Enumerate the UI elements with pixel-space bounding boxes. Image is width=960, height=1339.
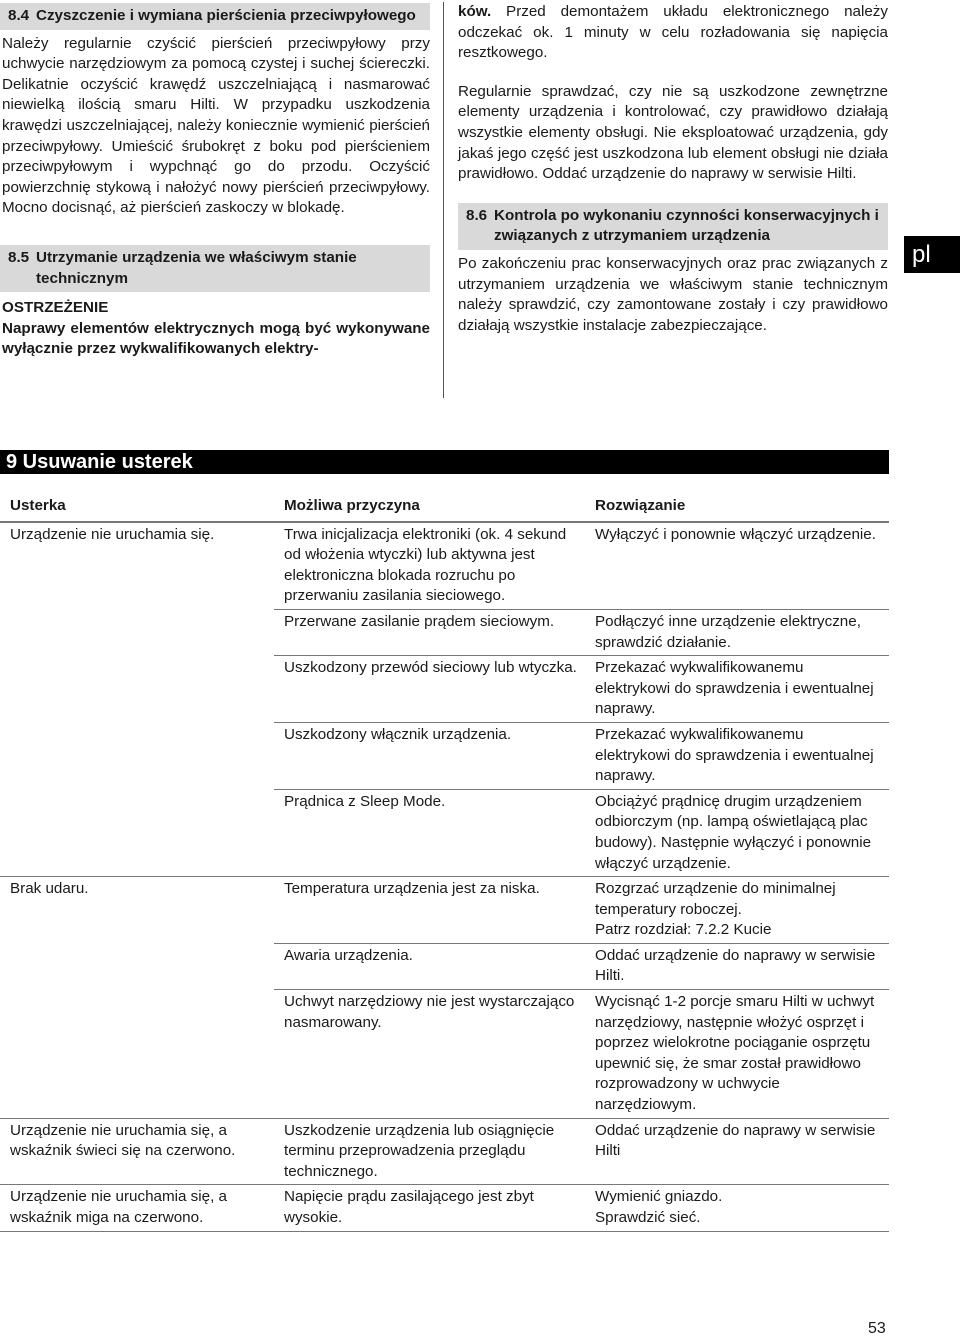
cause-cell: Uszkodzony przewód sieciowy lub wtyczka. (274, 656, 585, 723)
cause-cell: Uszkodzony włącznik urządzenia. (274, 722, 585, 789)
solution-cell: Przekazać wykwalifikowanemu elektrykowi do sprawdzenia i ewentualnej naprawy. (585, 722, 889, 789)
solution-cell: Oddać urządzenie do naprawy w serwisie Hilti (585, 1118, 889, 1185)
solution-cell: Wycisnąć 1-2 porcje smaru Hilti w uchwyt narzędziowy, następnie włożyć osprzęt i poprzez wielokrotne pociąganie osprzętu upewnić się, że smar został prawidłowo rozprowadzony w uchwycie narzędziowym. (585, 990, 889, 1119)
section-8-5-heading (0, 245, 430, 292)
cause-cell: Prądnica z Sleep Mode. (274, 789, 585, 876)
section-number: 8.6 (466, 206, 488, 224)
table-row (0, 522, 889, 610)
troubleshooting-table (0, 492, 889, 1232)
right-column (458, 0, 888, 336)
maintenance-paragraph: Regularnie sprawdzać, czy nie są uszkodzone zewnętrzne elementy urządzenia i kontrolować, czy prawidłowo działają wszystkie elementy obsługi. Nie eksploatować urządzenia, gdy jakaś jego część jest uszkodzona lub element obsługi nie działa prawidłowo. Oddać urządzenie do naprawy w serwisie Hilti. (458, 82, 888, 183)
table-row (0, 789, 889, 876)
fault-cell (0, 990, 274, 1119)
solution-line: Wymienić gniazdo. (595, 1188, 723, 1206)
continued-text: Przed demontażem układu elektronicznego należy odczekać ok. 1 minuty w celu rozładowania się napięcia resztkowego. (458, 3, 888, 62)
table-row (0, 609, 889, 655)
solution-cell: Przekazać wykwalifikowanemu elektrykowi do sprawdzenia i ewentualnej naprawy. (585, 656, 889, 723)
header-cause: Możliwa przyczyna (274, 492, 585, 522)
solution-cell: Podłączyć inne urządzenie elektryczne, sprawdzić działanie. (585, 609, 889, 655)
header-fault: Usterka (0, 492, 274, 522)
column-divider (443, 2, 444, 398)
table-row (0, 722, 889, 789)
header-solution: Rozwiązanie (585, 492, 889, 522)
language-tab: pl (904, 236, 960, 273)
fault-cell: Urządzenie nie uruchamia się, a wskaźnik miga na czerwono. (0, 1185, 274, 1231)
fault-cell (0, 789, 274, 876)
cause-cell: Uszkodzenie urządzenia lub osiągnięcie terminu przeprowadzenia przeglądu technicznego. (274, 1118, 585, 1185)
fault-cell: Urządzenie nie uruchamia się. (10, 525, 215, 543)
section-number: 8.4 (8, 7, 30, 24)
table-row (0, 990, 889, 1119)
cause-cell: Temperatura urządzenia jest za niska. (274, 877, 585, 944)
section-title: Czyszczenie i wymiana pierścienia przeciwpyłowego (36, 7, 416, 24)
fault-cell (0, 722, 274, 789)
fault-cell: Urządzenie nie uruchamia się, a wskaźnik świeci się na czerwono. (0, 1118, 274, 1185)
section-number: 8.5 (8, 248, 30, 266)
section-title: Utrzymanie urządzenia we właściwym stanie technicznym (36, 248, 357, 287)
cause-cell: Uchwyt narzędziowy nie jest wystarczająco nasmarowany. (274, 990, 585, 1119)
table-row (0, 656, 889, 723)
cause-cell: Trwa inicjalizacja elektroniki (ok. 4 sekund od włożenia wtyczki) lub aktywna jest elektroniczna blokada rozruchu po przerwaniu zasilania sieciowego. (284, 525, 567, 605)
table-row (0, 1185, 889, 1231)
solution-line: Rozgrzać urządzenie do minimalnej temperatury roboczej. (595, 880, 836, 918)
section-8-6-body: Po zakończeniu prac konserwacyjnych oraz prac związanych z utrzymaniem urządzenia we właściwym stanie technicznym należy sprawdzić, czy zamontowane zostały i czy prawidłowo działają wszystkie instalacje zabezpieczające. (458, 254, 888, 334)
table-row (0, 877, 889, 944)
solution-cell (585, 877, 889, 944)
table-row (0, 943, 889, 989)
left-column (0, 0, 430, 360)
cause-cell: Awaria urządzenia. (274, 943, 585, 989)
fault-cell (0, 609, 274, 655)
solution-cell: Oddać urządzenie do naprawy w serwisie Hilti. (585, 943, 889, 989)
continued-bold: ków. (458, 3, 492, 20)
table-row (0, 1118, 889, 1185)
fault-cell: Brak udaru. (0, 877, 274, 944)
fault-cell (0, 656, 274, 723)
section-8-6-heading (458, 203, 888, 250)
cause-cell: Napięcie prądu zasilającego jest zbyt wysokie. (274, 1185, 585, 1231)
chapter-heading: 9 Usuwanie usterek (0, 450, 889, 474)
solution-cell: Obciążyć prądnicę drugim urządzeniem odbiorczym (np. lampą oświetlającą plac budowy). Następnie wyłączyć i ponownie włączyć urządzenie. (585, 789, 889, 876)
solution-cell: Wyłączyć i ponownie włączyć urządzenie. (595, 525, 876, 543)
table-header-row (0, 492, 889, 522)
fault-cell (0, 943, 274, 989)
solution-line-2: Sprawdzić sieć. (595, 1209, 701, 1226)
page-number: 53 (868, 1320, 886, 1337)
cause-cell: Przerwane zasilanie prądem sieciowym. (274, 609, 585, 655)
solution-cell (585, 1185, 889, 1231)
warning-text: Naprawy elementów elektrycznych mogą być wykonywane wyłącznie przez wykwalifikowanych elektry- (2, 319, 430, 358)
continued-paragraph (458, 2, 888, 64)
solution-line-2: Patrz rozdział: 7.2.2 Kucie (595, 921, 772, 939)
section-title: Kontrola po wykonaniu czynności konserwacyjnych i związanych z utrzymaniem urządzenia (494, 206, 879, 245)
section-8-4-heading (0, 3, 430, 30)
warning-title: OSTRZEŻENIE (2, 299, 109, 317)
section-8-4-body: Należy regularnie czyścić pierścień przeciwpyłowy przy uchwycie narzędziowym za pomocą czystej i suchej ściereczki. Delikatnie oczyścić krawędź uszczelniającą i nasmarować niewielką ilością smaru Hilti. W przypadku uszkodzenia krawędzi uszczelniającej, należy koniecznie wymienić pierścień przeciwpyłowy. Umieścić śrubokręt z boku pod pierścieniem przeciwpyłowym i wypchnąć go do przodu. Oczyścić powierzchnię stykową i nałożyć nowy pierścień przeciwpyłowy. Mocno docisnąć, aż pierścień zaskoczy w blokadę. (2, 34, 430, 217)
